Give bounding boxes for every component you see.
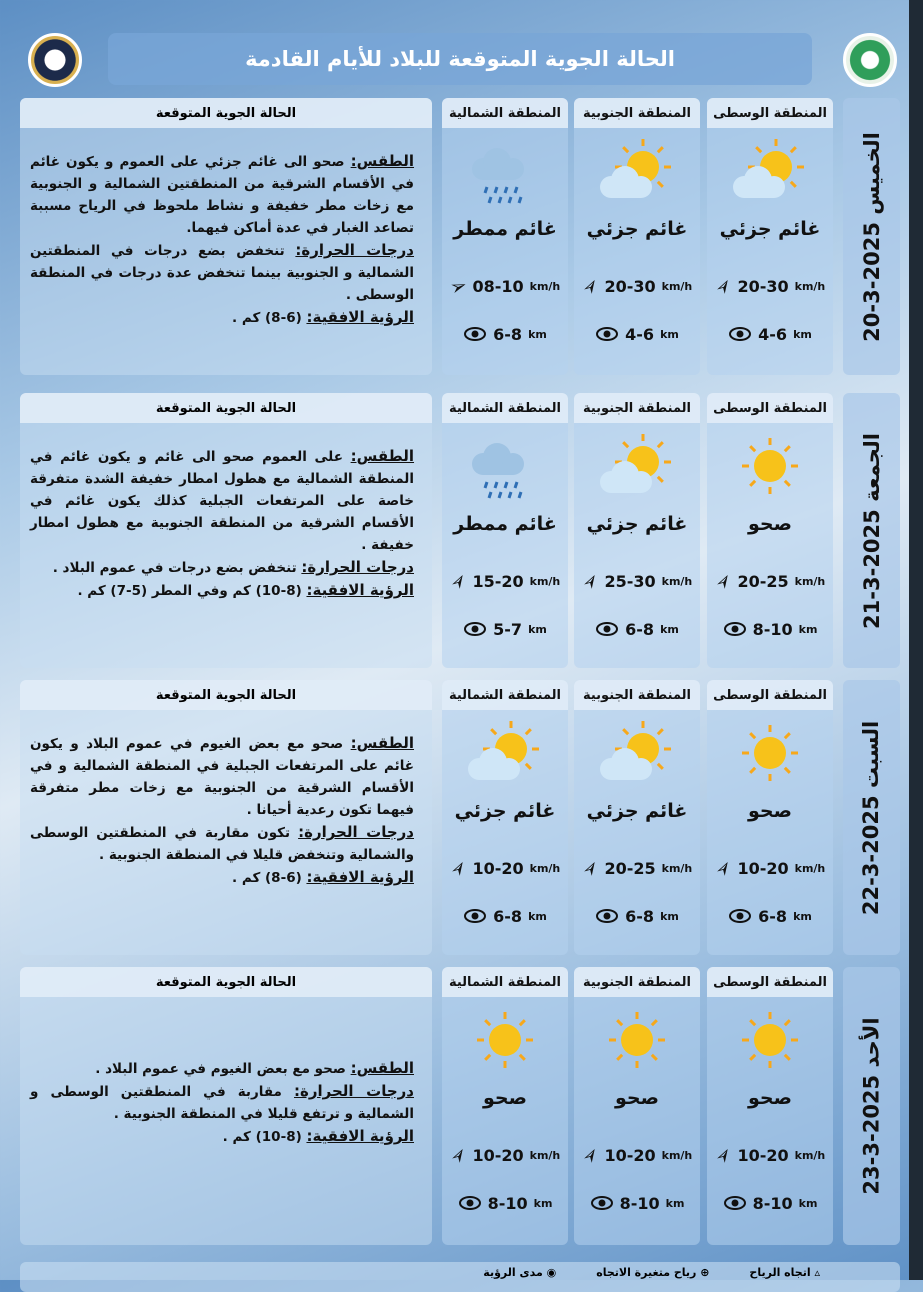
visibility	[442, 605, 568, 653]
region-label: المنطقة الشمالية	[442, 680, 568, 710]
wind-direction-icon: ➢	[575, 567, 605, 595]
wind-unit: km/h	[794, 574, 826, 588]
weather-text: على العموم صحو الى غائم و يكون غائم في المنطقة الشمالية مع هطول امطار خفيفة الشدة متفرقة خاصة على المرتفعات الجبلية كذلك يكون غائم في الأقسام الشرقية من المنطقة الجنوبية مع هطول امطار خفيفة .	[30, 449, 414, 553]
wind-value: 10-20	[604, 1145, 656, 1165]
condition-label: غائم جزئي	[454, 800, 556, 822]
eye-icon	[463, 622, 487, 636]
visibility-unit: km	[665, 1196, 685, 1210]
visibility-text: (8-10) كم وفي المطر (5-7) كم .	[77, 583, 302, 599]
sun-icon	[442, 997, 568, 1087]
panel-title: الحالة الجوية المتوقعة	[20, 680, 432, 710]
wind-unit: km/h	[661, 861, 693, 875]
sun-icon	[574, 997, 700, 1087]
wind-speed	[574, 557, 700, 605]
rain-icon	[442, 423, 568, 513]
visibility-label: الرؤية الافقية:	[306, 868, 414, 886]
visibility-unit: km	[528, 622, 547, 636]
visibility-unit: km	[528, 327, 547, 341]
wind-direction-icon: ➢	[575, 272, 605, 300]
panel-title: الحالة الجوية المتوقعة	[20, 98, 432, 128]
region-label: المنطقة الشمالية	[442, 967, 568, 997]
rain-icon	[442, 128, 568, 218]
visibility-unit: km	[798, 1196, 818, 1210]
sun-icon	[707, 997, 833, 1087]
visibility-value: 8-10	[752, 619, 793, 639]
eye-icon	[723, 622, 747, 636]
visibility-value: 4-6	[758, 324, 788, 344]
day-date	[843, 967, 900, 1245]
wind-speed	[707, 1131, 833, 1179]
visibility-value: 8-10	[487, 1193, 528, 1213]
condition-label: غائم جزئي	[586, 513, 688, 535]
wind-speed	[442, 262, 568, 310]
wind-speed	[707, 844, 833, 892]
region-label: المنطقة الجنوبية	[574, 98, 700, 128]
visibility-value: 6-8	[625, 906, 655, 926]
condition-label: غائم ممطر	[453, 218, 557, 240]
wind-direction-icon: ➢	[708, 1141, 738, 1169]
visibility-value: 8-10	[752, 1193, 793, 1213]
weather-text: صحو مع بعض الغيوم في عموم البلاد .	[95, 1061, 346, 1077]
visibility	[707, 892, 833, 940]
region-label: المنطقة الجنوبية	[574, 393, 700, 423]
visibility	[707, 310, 833, 358]
visibility	[707, 1179, 833, 1227]
region-card	[707, 680, 833, 955]
visibility-text: (6-8) كم .	[232, 310, 302, 326]
forecast-text-panel	[20, 393, 432, 668]
eye-icon	[458, 1196, 482, 1210]
visibility-value: 6-8	[493, 906, 523, 926]
wind-speed	[442, 844, 568, 892]
forecast-text-panel	[20, 98, 432, 375]
visibility-value: 6-8	[758, 906, 788, 926]
wind-value: 25-30	[604, 571, 656, 591]
region-label: المنطقة الجنوبية	[574, 680, 700, 710]
wind-unit: km/h	[661, 574, 693, 588]
visibility-unit: km	[793, 327, 812, 341]
visibility-unit: km	[660, 327, 679, 341]
region-card	[707, 967, 833, 1245]
wind-direction-icon: ➢	[708, 272, 738, 300]
region-label: المنطقة الوسطى	[707, 680, 833, 710]
visibility-value: 4-6	[625, 324, 655, 344]
partly-cloudy-icon	[574, 128, 700, 218]
day-row	[0, 967, 923, 1245]
visibility-value: 5-7	[493, 619, 523, 639]
wind-value: 10-20	[737, 1145, 789, 1165]
day-row	[0, 98, 923, 375]
region-card	[574, 680, 700, 955]
wind-direction-icon: ➢	[443, 854, 473, 882]
page-title: الحالة الجوية المتوقعة للبلاد للأيام القادمة	[108, 33, 812, 85]
region-label: المنطقة الوسطى	[707, 98, 833, 128]
legend-label: اتجاه الرياح	[749, 1266, 811, 1279]
visibility	[442, 1179, 568, 1227]
legend-label: مدى الرؤية	[483, 1266, 543, 1279]
wind-speed	[574, 1131, 700, 1179]
date-label: الجمعة 2025-3-21	[859, 432, 884, 629]
visibility	[442, 892, 568, 940]
visibility-unit: km	[798, 622, 818, 636]
forecast-text-panel	[20, 680, 432, 955]
visibility-unit: km	[528, 909, 547, 923]
wind-unit: km/h	[794, 861, 826, 875]
weather-label: الطقس:	[350, 447, 415, 465]
legend	[20, 1262, 900, 1292]
wind-unit: km/h	[661, 1148, 693, 1162]
wind-direction-icon: ➢	[575, 854, 605, 882]
eye-icon	[595, 622, 619, 636]
sun-icon	[707, 710, 833, 800]
visibility-label: الرؤية الافقية:	[306, 308, 414, 326]
condition-label: صحو	[748, 800, 792, 822]
wind-direction-icon: ➢	[443, 567, 473, 595]
visibility	[574, 605, 700, 653]
visibility-label: الرؤية الافقية:	[306, 1127, 414, 1145]
condition-label: غائم جزئي	[719, 218, 821, 240]
wind-direction-icon: ➢	[575, 1141, 605, 1169]
wind-speed	[707, 262, 833, 310]
wind-direction-icon: ➢	[446, 271, 471, 301]
eye-icon	[590, 1196, 614, 1210]
wind-value: 10-20	[472, 1145, 524, 1165]
wind-unit: km/h	[529, 574, 561, 588]
visibility-value: 6-8	[625, 619, 655, 639]
partly-cloudy-icon	[442, 710, 568, 800]
eye-icon	[728, 327, 752, 341]
visibility-value: 6-8	[493, 324, 523, 344]
condition-label: صحو	[748, 1087, 792, 1109]
region-label: المنطقة الشمالية	[442, 393, 568, 423]
region-card	[574, 98, 700, 375]
region-card	[574, 967, 700, 1245]
region-label: المنطقة الوسطى	[707, 967, 833, 997]
wind-value: 20-30	[604, 276, 656, 296]
visibility-text: (6-8) كم .	[232, 870, 302, 886]
partly-cloudy-icon	[574, 710, 700, 800]
visibility	[574, 310, 700, 358]
wind-unit: km/h	[529, 279, 561, 293]
forecast-text-panel	[20, 967, 432, 1245]
condition-label: صحو	[748, 513, 792, 535]
weather-text: صحو الى غائم جزئي على العموم و يكون غائم في الأقسام الشرقية من المنطقتين الشمالية و الجنوبية مع زخات مطر خفيفة و نشاط ملحوظ في الرياح مسببة تصاعد الغبار في عدة أماكن فيهما.	[30, 154, 414, 236]
visibility-unit: km	[660, 622, 679, 636]
temperature-text: تنخفض بضع درجات في عموم البلاد .	[52, 560, 297, 576]
wind-value: 08-10	[472, 276, 524, 296]
day-date	[843, 680, 900, 955]
partly-cloudy-icon	[574, 423, 700, 513]
temperature-label: درجات الحرارة:	[295, 241, 415, 259]
wind-speed	[442, 1131, 568, 1179]
region-card	[442, 680, 568, 955]
eye-icon	[728, 909, 752, 923]
wind-direction-icon: ➢	[708, 567, 738, 595]
temperature-label: درجات الحرارة:	[298, 823, 415, 841]
region-card	[707, 393, 833, 668]
visibility	[574, 1179, 700, 1227]
wind-unit: km/h	[529, 861, 561, 875]
visibility-unit: km	[793, 909, 812, 923]
visibility-label: الرؤية الافقية:	[306, 581, 414, 599]
wind-value: 10-20	[737, 858, 789, 878]
visibility-value: 8-10	[619, 1193, 660, 1213]
temperature-text: تنخفض بضع درجات في المنطقتين الشمالية و الجنوبية بينما تنخفض عدة درجات في المنطقة الوسطى .	[30, 243, 414, 303]
legend-label: رياح متغيرة الاتجاه	[596, 1266, 697, 1279]
wind-value: 20-25	[604, 858, 656, 878]
eye-icon	[463, 909, 487, 923]
wind-direction-icon: ➢	[443, 1141, 473, 1169]
eye-icon	[723, 1196, 747, 1210]
condition-label: غائم ممطر	[453, 513, 557, 535]
weather-label: الطقس:	[350, 734, 415, 752]
date-label: السبت 2025-3-22	[859, 720, 884, 915]
eye-icon	[463, 327, 487, 341]
visibility-unit: km	[533, 1196, 553, 1210]
eye-icon	[595, 327, 619, 341]
condition-label: صحو	[615, 1087, 659, 1109]
visibility-unit: km	[660, 909, 679, 923]
region-card	[707, 98, 833, 375]
wind-speed	[442, 557, 568, 605]
wind-speed	[574, 844, 700, 892]
wind-direction-icon: ➢	[708, 854, 738, 882]
wind-value: 20-25	[737, 571, 789, 591]
visibility-text: (8-10) كم .	[222, 1129, 302, 1145]
region-card	[442, 393, 568, 668]
day-row	[0, 393, 923, 668]
wind-unit: km/h	[794, 1148, 826, 1162]
weather-label: الطقس:	[350, 152, 415, 170]
wind-speed	[574, 262, 700, 310]
condition-label: غائم جزئي	[586, 218, 688, 240]
wind-value: 10-20	[472, 858, 524, 878]
region-card	[442, 967, 568, 1245]
region-card	[574, 393, 700, 668]
condition-label: غائم جزئي	[586, 800, 688, 822]
weather-label: الطقس:	[350, 1059, 414, 1077]
sun-icon	[707, 423, 833, 513]
legend-variable-wind: ⊕ رياح متغيرة الاتجاه	[596, 1266, 710, 1279]
temperature-text: مقاربة في المنطقتين الوسطى و الشمالية و ترتفع قليلا في المنطقة الجنوبية .	[30, 1084, 414, 1122]
temperature-label: درجات الحرارة:	[294, 1082, 414, 1100]
eye-icon	[595, 909, 619, 923]
wind-unit: km/h	[661, 279, 693, 293]
visibility	[574, 892, 700, 940]
partly-cloudy-icon	[707, 128, 833, 218]
logo-right	[843, 33, 897, 87]
region-label: المنطقة الوسطى	[707, 393, 833, 423]
legend-wind-direction: ▵ اتجاه الرياح	[749, 1266, 820, 1279]
wind-unit: km/h	[794, 279, 826, 293]
weather-text: صحو مع بعض الغيوم في عموم البلاد و يكون غائم على المرتفعات الجبلية في المنطقة الشمالية و في الأقسام الشرقية من الجنوبية مع زخات مطر متفرقة فيهما تكون رعدية أحيانا .	[30, 736, 414, 818]
region-card	[442, 98, 568, 375]
date-label: الأحد 2025-3-23	[859, 1017, 884, 1195]
day-date	[843, 98, 900, 375]
panel-title: الحالة الجوية المتوقعة	[20, 393, 432, 423]
day-date	[843, 393, 900, 668]
temperature-text: تكون مقاربة في المنطقتين الوسطى والشمالية وتنخفض قليلا في المنطقة الجنوبية .	[30, 825, 414, 863]
legend-visibility: ◉ مدى الرؤية	[483, 1266, 557, 1279]
panel-title: الحالة الجوية المتوقعة	[20, 967, 432, 997]
logo-left	[28, 33, 82, 87]
wind-unit: km/h	[529, 1148, 561, 1162]
condition-label: صحو	[483, 1087, 527, 1109]
date-label: الخميس 2025-3-20	[859, 131, 884, 342]
day-row	[0, 680, 923, 955]
wind-value: 15-20	[472, 571, 524, 591]
region-label: المنطقة الشمالية	[442, 98, 568, 128]
wind-value: 20-30	[737, 276, 789, 296]
visibility	[707, 605, 833, 653]
temperature-label: درجات الحرارة:	[301, 558, 414, 576]
wind-speed	[707, 557, 833, 605]
visibility	[442, 310, 568, 358]
region-label: المنطقة الجنوبية	[574, 967, 700, 997]
